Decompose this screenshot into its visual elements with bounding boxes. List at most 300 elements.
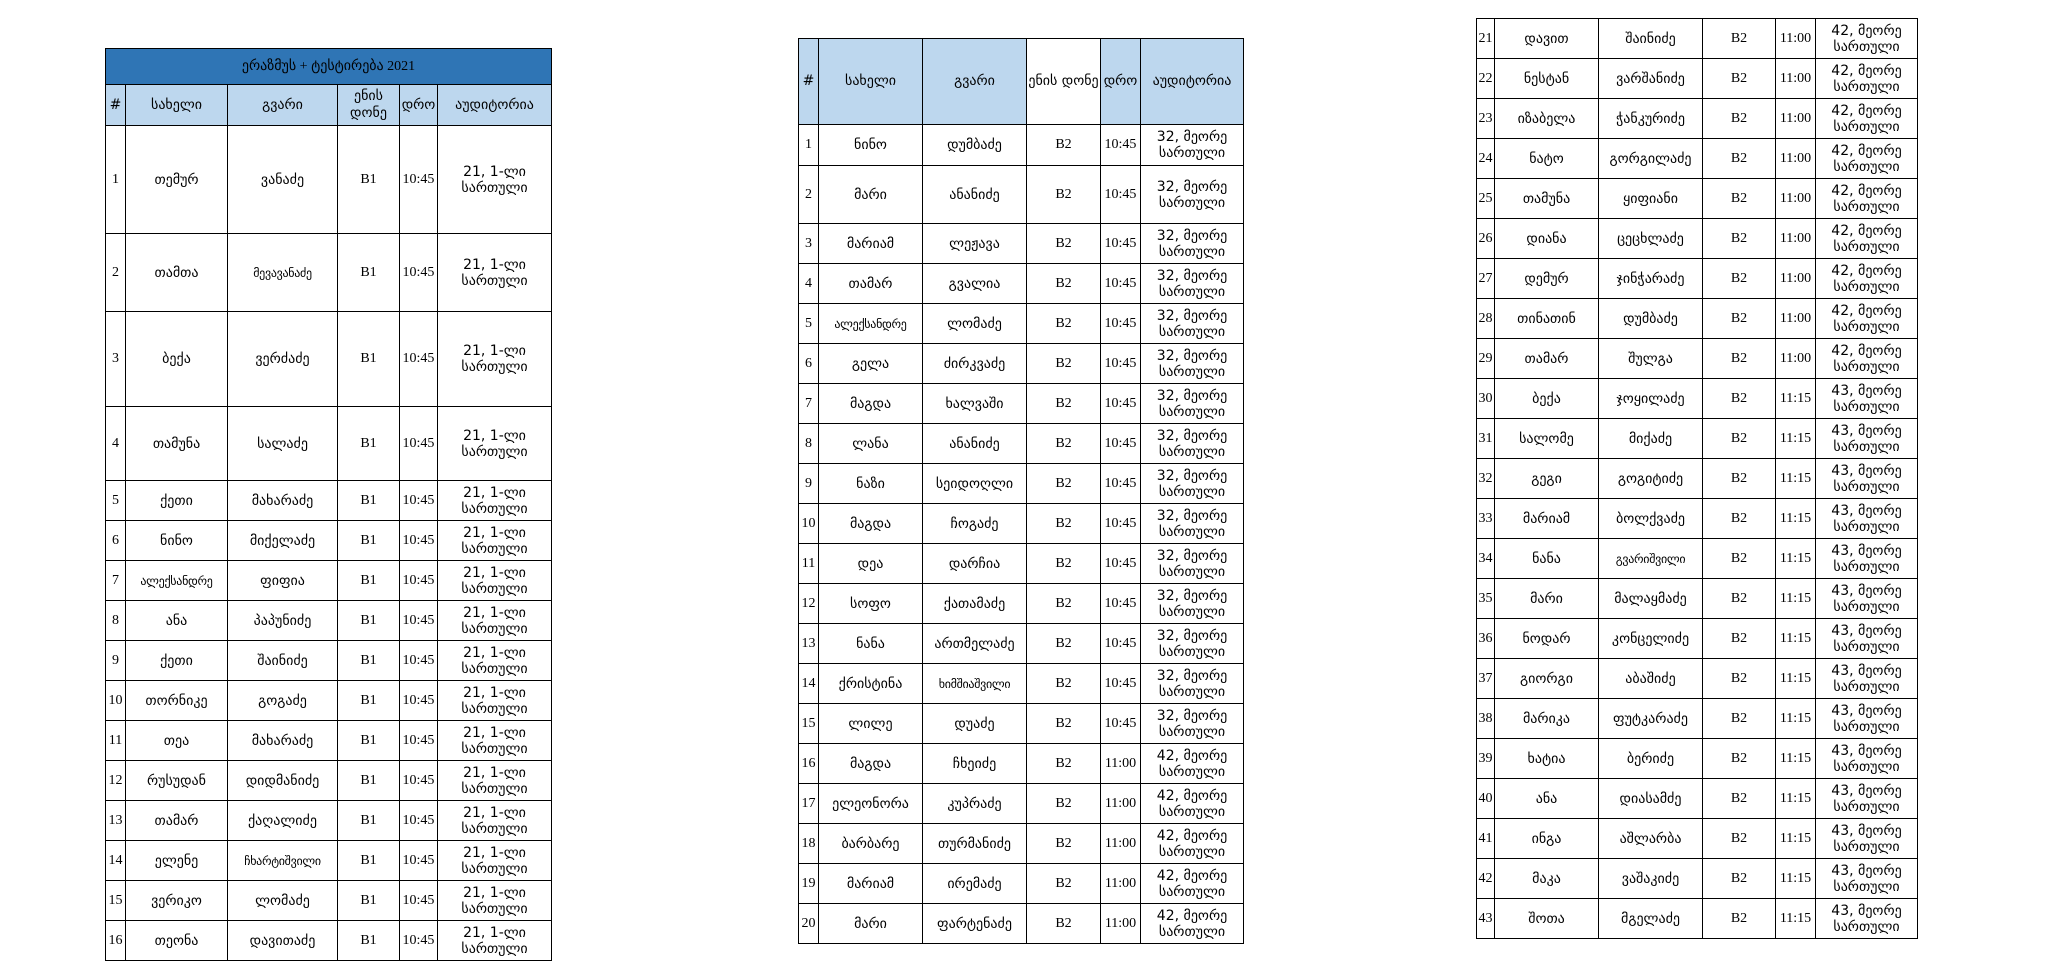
cell-level: B2: [1703, 819, 1776, 859]
table-row: [799, 744, 1244, 784]
cell-level: B2: [1027, 784, 1101, 824]
cell-level: B2: [1027, 704, 1101, 744]
cell-surname: ჩოგაძე: [923, 504, 1027, 544]
cell-time: 11:00: [1776, 99, 1816, 139]
cell-level: B1: [338, 841, 400, 881]
cell-time: 10:45: [1101, 584, 1141, 624]
table-row: [799, 424, 1244, 464]
cell-time: 11:15: [1776, 739, 1816, 779]
table-row: [106, 521, 552, 561]
cell-room: 32, მეორე სართული: [1141, 304, 1244, 344]
cell-num: 38: [1477, 699, 1495, 739]
cell-room: 21, 1-ლი სართული: [438, 561, 552, 601]
cell-surname: ლომაძე: [228, 881, 338, 921]
cell-time: 11:15: [1776, 819, 1816, 859]
cell-num: 18: [799, 824, 819, 864]
table-row: [106, 841, 552, 881]
cell-surname: დუაძე: [923, 704, 1027, 744]
cell-num: 15: [799, 704, 819, 744]
cell-name: ვერიკო: [126, 881, 228, 921]
cell-time: 11:00: [1776, 339, 1816, 379]
cell-level: B1: [338, 521, 400, 561]
cell-time: 10:45: [400, 407, 438, 481]
cell-surname: ლომაძე: [923, 304, 1027, 344]
cell-name: ქრისტინა: [819, 664, 923, 704]
cell-num: 24: [1477, 139, 1495, 179]
cell-level: B2: [1027, 824, 1101, 864]
cell-time: 11:00: [1776, 219, 1816, 259]
cell-name: მარი: [819, 166, 923, 224]
cell-level: B2: [1027, 864, 1101, 904]
cell-time: 10:45: [1101, 624, 1141, 664]
cell-num: 4: [106, 407, 126, 481]
cell-time: 10:45: [1101, 166, 1141, 224]
table-row: [799, 224, 1244, 264]
cell-level: B2: [1027, 344, 1101, 384]
table-row: [799, 824, 1244, 864]
cell-name: დემურ: [1495, 259, 1599, 299]
cell-room: 32, მეორე სართული: [1141, 264, 1244, 304]
cell-room: 42, მეორე სართული: [1816, 19, 1918, 59]
cell-level: B2: [1703, 459, 1776, 499]
cell-level: B2: [1703, 379, 1776, 419]
cell-level: B2: [1703, 699, 1776, 739]
cell-time: 10:45: [400, 641, 438, 681]
table-row: [1477, 139, 1918, 179]
cell-name: მარი: [819, 904, 923, 944]
cell-level: B2: [1703, 259, 1776, 299]
cell-time: 11:00: [1101, 744, 1141, 784]
cell-time: 10:45: [1101, 664, 1141, 704]
cell-time: 10:45: [1101, 344, 1141, 384]
cell-level: B2: [1027, 464, 1101, 504]
table-row: [106, 407, 552, 481]
cell-name: თამარ: [126, 801, 228, 841]
table-row: [799, 544, 1244, 584]
cell-room: 32, მეორე სართული: [1141, 704, 1244, 744]
cell-time: 11:15: [1776, 499, 1816, 539]
cell-name: გიორგი: [1495, 659, 1599, 699]
cell-num: 9: [799, 464, 819, 504]
cell-surname: მახარაძე: [228, 481, 338, 521]
cell-level: B1: [338, 407, 400, 481]
cell-surname: ანანიძე: [923, 424, 1027, 464]
cell-room: 32, მეორე სართული: [1141, 464, 1244, 504]
cell-time: 10:45: [400, 481, 438, 521]
cell-num: 28: [1477, 299, 1495, 339]
cell-name: ელენე: [126, 841, 228, 881]
cell-num: 41: [1477, 819, 1495, 859]
cell-level: B2: [1703, 579, 1776, 619]
cell-room: 42, მეორე სართული: [1816, 299, 1918, 339]
cell-surname: დუმბაძე: [1599, 299, 1703, 339]
cell-surname: ჭანკურიძე: [1599, 99, 1703, 139]
cell-surname: ჯოყილაძე: [1599, 379, 1703, 419]
header-num: #: [799, 39, 819, 125]
cell-name: ალექსანდრე: [819, 304, 923, 344]
cell-time: 10:45: [400, 881, 438, 921]
table-row: [799, 904, 1244, 944]
cell-room: 32, მეორე სართული: [1141, 224, 1244, 264]
cell-name: ინგა: [1495, 819, 1599, 859]
cell-time: 11:00: [1101, 784, 1141, 824]
cell-name: თეონა: [126, 921, 228, 961]
cell-time: 11:15: [1776, 899, 1816, 939]
cell-surname: კონცელიძე: [1599, 619, 1703, 659]
cell-name: მაგდა: [819, 744, 923, 784]
cell-num: 36: [1477, 619, 1495, 659]
cell-level: B2: [1027, 125, 1101, 166]
cell-name: იზაბელა: [1495, 99, 1599, 139]
cell-time: 10:45: [400, 234, 438, 312]
cell-level: B2: [1027, 224, 1101, 264]
header-time: დრო: [1101, 39, 1141, 125]
cell-surname: გოგაძე: [228, 681, 338, 721]
cell-surname: ბოლქვაძე: [1599, 499, 1703, 539]
header-num: #: [106, 85, 126, 126]
cell-name: თამთა: [126, 234, 228, 312]
cell-name: მარიამ: [819, 864, 923, 904]
cell-room: 32, მეორე სართული: [1141, 664, 1244, 704]
cell-name: გეგი: [1495, 459, 1599, 499]
cell-level: B1: [338, 126, 400, 234]
cell-num: 25: [1477, 179, 1495, 219]
cell-name: მარიამ: [819, 224, 923, 264]
cell-room: 43, მეორე სართული: [1816, 819, 1918, 859]
table-b2-part1: [798, 38, 1244, 944]
cell-level: B1: [338, 641, 400, 681]
cell-room: 42, მეორე სართული: [1816, 179, 1918, 219]
cell-room: 21, 1-ლი სართული: [438, 721, 552, 761]
cell-num: 32: [1477, 459, 1495, 499]
cell-surname: ვარშანიძე: [1599, 59, 1703, 99]
cell-surname: გორგილაძე: [1599, 139, 1703, 179]
cell-time: 10:45: [1101, 504, 1141, 544]
cell-time: 10:45: [1101, 544, 1141, 584]
cell-surname: მიქაძე: [1599, 419, 1703, 459]
cell-room: 43, მეორე სართული: [1816, 739, 1918, 779]
table-row: [799, 704, 1244, 744]
cell-level: B2: [1703, 899, 1776, 939]
table-row: [1477, 659, 1918, 699]
table-row: [106, 641, 552, 681]
cell-num: 11: [106, 721, 126, 761]
cell-name: თორნიკე: [126, 681, 228, 721]
cell-num: 9: [106, 641, 126, 681]
cell-level: B2: [1027, 304, 1101, 344]
cell-time: 11:15: [1776, 459, 1816, 499]
cell-time: 10:45: [1101, 125, 1141, 166]
cell-surname: ფუტკარაძე: [1599, 699, 1703, 739]
cell-room: 43, მეორე სართული: [1816, 419, 1918, 459]
cell-room: 21, 1-ლი სართული: [438, 312, 552, 407]
cell-surname: ლეჟავა: [923, 224, 1027, 264]
cell-surname: შაინიძე: [228, 641, 338, 681]
cell-time: 11:15: [1776, 859, 1816, 899]
cell-room: 42, მეორე სართული: [1816, 219, 1918, 259]
table-row: [1477, 219, 1918, 259]
header-name: სახელი: [819, 39, 923, 125]
cell-name: თეა: [126, 721, 228, 761]
cell-time: 10:45: [400, 761, 438, 801]
cell-time: 10:45: [400, 312, 438, 407]
cell-level: B2: [1027, 264, 1101, 304]
cell-num: 39: [1477, 739, 1495, 779]
cell-surname: თურმანიძე: [923, 824, 1027, 864]
cell-surname: ხიმშიაშვილი: [923, 664, 1027, 704]
table-row: [799, 384, 1244, 424]
table-row: [1477, 419, 1918, 459]
cell-name: დეა: [819, 544, 923, 584]
cell-name: ბექა: [1495, 379, 1599, 419]
cell-time: 11:00: [1776, 299, 1816, 339]
cell-num: 7: [799, 384, 819, 424]
header-room: აუდიტორია: [438, 85, 552, 126]
cell-name: ნოდარ: [1495, 619, 1599, 659]
table-row: [799, 125, 1244, 166]
table-row: [106, 761, 552, 801]
header-level: ენის დონე: [338, 85, 400, 126]
cell-time: 11:15: [1776, 419, 1816, 459]
cell-num: 16: [106, 921, 126, 961]
cell-level: B2: [1703, 99, 1776, 139]
cell-room: 32, მეორე სართული: [1141, 584, 1244, 624]
table-row: [1477, 619, 1918, 659]
cell-time: 11:15: [1776, 619, 1816, 659]
cell-time: 10:45: [400, 681, 438, 721]
cell-num: 5: [106, 481, 126, 521]
cell-surname: ირემაძე: [923, 864, 1027, 904]
cell-surname: ძირკვაძე: [923, 344, 1027, 384]
cell-level: B2: [1703, 219, 1776, 259]
cell-level: B1: [338, 561, 400, 601]
table-body: [1477, 19, 1918, 939]
cell-name: დავით: [1495, 19, 1599, 59]
cell-level: B2: [1027, 544, 1101, 584]
cell-surname: გოგიტიძე: [1599, 459, 1703, 499]
cell-num: 27: [1477, 259, 1495, 299]
cell-surname: დიდმანიძე: [228, 761, 338, 801]
header-room: აუდიტორია: [1141, 39, 1244, 125]
cell-num: 16: [799, 744, 819, 784]
cell-name: ლილე: [819, 704, 923, 744]
table-row: [1477, 19, 1918, 59]
cell-surname: მგელაძე: [1599, 899, 1703, 939]
table-row: [1477, 179, 1918, 219]
cell-surname: გვალია: [923, 264, 1027, 304]
cell-time: 10:45: [1101, 264, 1141, 304]
table-row: [1477, 579, 1918, 619]
table-row: [106, 721, 552, 761]
cell-time: 10:45: [1101, 304, 1141, 344]
cell-room: 21, 1-ლი სართული: [438, 681, 552, 721]
cell-room: 43, მეორე სართული: [1816, 499, 1918, 539]
cell-time: 11:00: [1776, 259, 1816, 299]
table-row: [799, 344, 1244, 384]
cell-name: ნაზი: [819, 464, 923, 504]
table-row: [1477, 739, 1918, 779]
cell-name: მაგდა: [819, 384, 923, 424]
cell-name: ანა: [1495, 779, 1599, 819]
cell-surname: მიქელაძე: [228, 521, 338, 561]
cell-num: 11: [799, 544, 819, 584]
cell-num: 40: [1477, 779, 1495, 819]
cell-level: B2: [1027, 504, 1101, 544]
cell-level: B2: [1703, 739, 1776, 779]
header-time: დრო: [400, 85, 438, 126]
cell-name: რუსუდან: [126, 761, 228, 801]
cell-num: 13: [799, 624, 819, 664]
cell-surname: ჩხარტიშვილი: [228, 841, 338, 881]
cell-surname: სალაძე: [228, 407, 338, 481]
cell-num: 3: [106, 312, 126, 407]
cell-room: 43, მეორე სართული: [1816, 899, 1918, 939]
cell-name: ანა: [126, 601, 228, 641]
cell-room: 42, მეორე სართული: [1141, 904, 1244, 944]
cell-name: თამუნა: [1495, 179, 1599, 219]
cell-time: 11:00: [1776, 59, 1816, 99]
cell-num: 10: [799, 504, 819, 544]
cell-room: 21, 1-ლი სართული: [438, 761, 552, 801]
table-row: [1477, 819, 1918, 859]
document-title: ერაზმუს + ტესტირება 2021: [106, 49, 552, 85]
cell-surname: მახარაძე: [228, 721, 338, 761]
cell-room: 21, 1-ლი სართული: [438, 601, 552, 641]
cell-num: 5: [799, 304, 819, 344]
cell-num: 8: [799, 424, 819, 464]
cell-name: მაგდა: [819, 504, 923, 544]
header-name: სახელი: [126, 85, 228, 126]
cell-num: 26: [1477, 219, 1495, 259]
cell-time: 10:45: [400, 521, 438, 561]
table-row: [1477, 499, 1918, 539]
cell-num: 17: [799, 784, 819, 824]
cell-num: 22: [1477, 59, 1495, 99]
cell-level: B2: [1703, 139, 1776, 179]
cell-room: 32, მეორე სართული: [1141, 344, 1244, 384]
cell-level: B2: [1027, 424, 1101, 464]
cell-level: B1: [338, 721, 400, 761]
cell-room: 21, 1-ლი სართული: [438, 881, 552, 921]
cell-time: 11:00: [1101, 864, 1141, 904]
cell-level: B2: [1027, 664, 1101, 704]
cell-room: 43, მეორე სართული: [1816, 459, 1918, 499]
cell-room: 43, მეორე სართული: [1816, 699, 1918, 739]
cell-level: B2: [1703, 499, 1776, 539]
cell-num: 8: [106, 601, 126, 641]
cell-num: 2: [799, 166, 819, 224]
cell-surname: ხალვაში: [923, 384, 1027, 424]
cell-level: B2: [1703, 859, 1776, 899]
cell-name: თამარ: [1495, 339, 1599, 379]
table-row: [799, 504, 1244, 544]
cell-surname: პაპუნიძე: [228, 601, 338, 641]
cell-surname: ვერძაძე: [228, 312, 338, 407]
cell-time: 10:45: [400, 721, 438, 761]
cell-room: 21, 1-ლი სართული: [438, 521, 552, 561]
header-level: ენის დონე: [1027, 39, 1101, 125]
cell-name: გელა: [819, 344, 923, 384]
cell-num: 35: [1477, 579, 1495, 619]
cell-room: 32, მეორე სართული: [1141, 125, 1244, 166]
cell-name: ქეთი: [126, 481, 228, 521]
cell-surname: დარჩია: [923, 544, 1027, 584]
cell-num: 43: [1477, 899, 1495, 939]
cell-time: 11:00: [1776, 19, 1816, 59]
cell-level: B2: [1027, 384, 1101, 424]
cell-time: 11:15: [1776, 579, 1816, 619]
table-row: [1477, 99, 1918, 139]
cell-time: 11:00: [1776, 139, 1816, 179]
table-row: [106, 126, 552, 234]
table-row: [799, 864, 1244, 904]
cell-name: ნატო: [1495, 139, 1599, 179]
cell-surname: შაინიძე: [1599, 19, 1703, 59]
cell-surname: ანანიძე: [923, 166, 1027, 224]
cell-room: 42, მეორე სართული: [1816, 139, 1918, 179]
cell-room: 32, მეორე სართული: [1141, 424, 1244, 464]
table-row: [799, 264, 1244, 304]
cell-surname: ვანაძე: [228, 126, 338, 234]
table-row: [799, 304, 1244, 344]
cell-time: 11:00: [1101, 824, 1141, 864]
cell-time: 11:00: [1776, 179, 1816, 219]
cell-surname: ქათამაძე: [923, 584, 1027, 624]
table-row: [1477, 379, 1918, 419]
cell-surname: ჯინჭარაძე: [1599, 259, 1703, 299]
table-row: [1477, 779, 1918, 819]
table-row: [1477, 459, 1918, 499]
cell-name: მარი: [1495, 579, 1599, 619]
cell-name: ნანა: [1495, 539, 1599, 579]
cell-level: B1: [338, 601, 400, 641]
cell-room: 43, მეორე სართული: [1816, 539, 1918, 579]
cell-name: სოფო: [819, 584, 923, 624]
cell-time: 10:45: [400, 801, 438, 841]
cell-room: 42, მეორე სართული: [1816, 59, 1918, 99]
cell-num: 12: [799, 584, 819, 624]
cell-room: 21, 1-ლი სართული: [438, 234, 552, 312]
cell-room: 21, 1-ლი სართული: [438, 921, 552, 961]
cell-name: ნინო: [819, 125, 923, 166]
cell-room: 43, მეორე სართული: [1816, 579, 1918, 619]
cell-time: 11:15: [1776, 659, 1816, 699]
cell-time: 11:15: [1776, 699, 1816, 739]
cell-room: 21, 1-ლი სართული: [438, 481, 552, 521]
cell-room: 32, მეორე სართული: [1141, 166, 1244, 224]
cell-room: 43, მეორე სართული: [1816, 659, 1918, 699]
cell-room: 42, მეორე სართული: [1816, 339, 1918, 379]
cell-surname: დავითაძე: [228, 921, 338, 961]
table-row: [106, 234, 552, 312]
cell-name: ელეონორა: [819, 784, 923, 824]
cell-num: 3: [799, 224, 819, 264]
table-row: [106, 561, 552, 601]
cell-num: 2: [106, 234, 126, 312]
cell-num: 34: [1477, 539, 1495, 579]
cell-level: B1: [338, 761, 400, 801]
cell-surname: სეიდოღლი: [923, 464, 1027, 504]
cell-room: 32, მეორე სართული: [1141, 384, 1244, 424]
cell-num: 21: [1477, 19, 1495, 59]
cell-name: ხატია: [1495, 739, 1599, 779]
cell-num: 29: [1477, 339, 1495, 379]
cell-level: B2: [1703, 619, 1776, 659]
cell-level: B1: [338, 921, 400, 961]
cell-num: 12: [106, 761, 126, 801]
cell-surname: დუმბაძე: [923, 125, 1027, 166]
cell-time: 11:15: [1776, 779, 1816, 819]
